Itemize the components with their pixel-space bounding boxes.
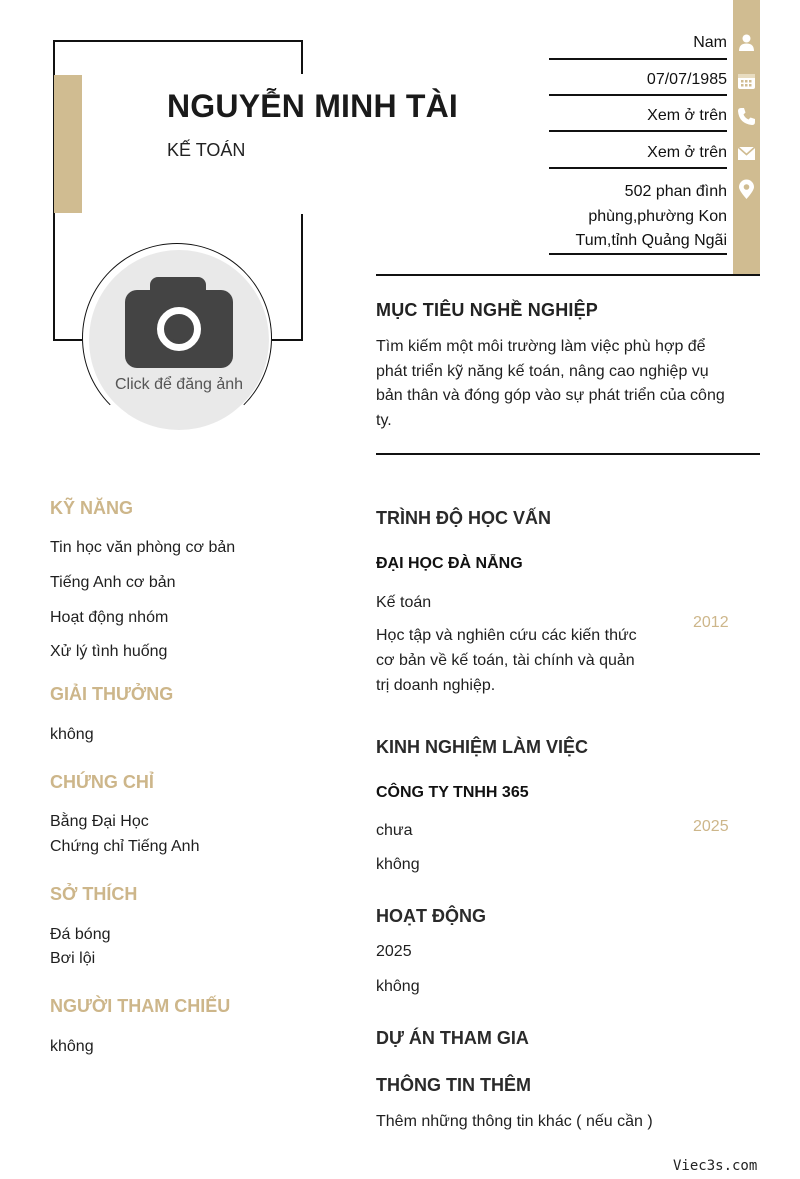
skills-heading[interactable]: KỸ NĂNG: [50, 498, 134, 518]
address-line: Tum,tỉnh Quảng Ngãi: [575, 232, 727, 249]
camera-lens-inner: [167, 317, 191, 341]
location-pin-icon: [736, 179, 757, 200]
experience-year[interactable]: 2025: [693, 818, 729, 835]
candidate-name[interactable]: NGUYỄN MINH TÀI: [167, 88, 458, 124]
certificates-heading[interactable]: CHỨNG CHỈ: [50, 772, 154, 792]
education-year[interactable]: 2012: [693, 614, 729, 631]
education-heading[interactable]: TRÌNH ĐỘ HỌC VẤN: [376, 508, 551, 528]
hobbies-heading[interactable]: SỞ THÍCH: [50, 884, 138, 904]
additional-info-text[interactable]: Thêm những thông tin khác ( nếu cần ): [376, 1113, 653, 1130]
skill-item[interactable]: Hoạt động nhóm: [50, 609, 169, 626]
education-school[interactable]: ĐẠI HỌC ĐÀ NẴNG: [376, 555, 523, 572]
objective-text[interactable]: [376, 335, 760, 433]
experience-company[interactable]: CÔNG TY TNHH 365: [376, 784, 529, 801]
phone-icon: [736, 106, 757, 127]
education-major[interactable]: Kế toán: [376, 594, 432, 611]
contact-birthdate[interactable]: 07/07/1985: [549, 71, 727, 96]
objective-line: phát triển kỹ năng kế toán, nâng cao nghiệp vụ: [376, 362, 709, 380]
divider: [376, 274, 760, 276]
divider: [376, 453, 760, 455]
accent-bar: [54, 75, 82, 213]
photo-upload-caption[interactable]: Click để đăng ảnh: [114, 376, 244, 393]
objective-line: bản thân và đóng góp vào sự phát triển của công: [376, 387, 725, 404]
additional-info-heading[interactable]: THÔNG TIN THÊM: [376, 1075, 531, 1095]
contact-phone[interactable]: Xem ở trên: [549, 107, 727, 132]
person-icon: [736, 32, 757, 53]
education-line: Học tập và nghiên cứu các kiến thức: [376, 627, 637, 644]
activities-heading[interactable]: HOẠT ĐỘNG: [376, 906, 486, 926]
award-item[interactable]: không: [50, 726, 94, 743]
activities-year[interactable]: 2025: [376, 943, 412, 960]
awards-heading[interactable]: GIẢI THƯỞNG: [50, 684, 174, 704]
projects-heading[interactable]: DỰ ÁN THAM GIA: [376, 1028, 529, 1048]
activities-description[interactable]: không: [376, 978, 420, 995]
job-title[interactable]: KẾ TOÁN: [167, 140, 246, 160]
education-line: trị doanh nghiệp.: [376, 677, 496, 694]
contact-email[interactable]: Xem ở trên: [549, 144, 727, 169]
experience-description[interactable]: không: [376, 856, 420, 873]
objective-heading[interactable]: MỤC TIÊU NGHỀ NGHIỆP: [376, 300, 599, 320]
certificate-item[interactable]: Chứng chỉ Tiếng Anh: [50, 838, 200, 855]
hobby-item[interactable]: Đá bóng: [50, 926, 111, 943]
skill-item[interactable]: Xử lý tình huống: [50, 643, 168, 660]
address-line: phùng,phường Kon: [588, 207, 727, 225]
objective-line: Tìm kiếm một môi trường làm việc phù hợp để: [376, 338, 706, 355]
address-line: 502 phan đình: [624, 183, 727, 200]
envelope-icon: [736, 143, 757, 164]
reference-item[interactable]: không: [50, 1038, 94, 1055]
hobby-item[interactable]: Bơi lội: [50, 950, 96, 967]
references-heading[interactable]: NGƯỜI THAM CHIẾU: [50, 996, 231, 1016]
footer-brand: Viec3s.com: [673, 1158, 758, 1174]
education-line: cơ bản về kế toán, tài chính và quản: [376, 652, 635, 669]
skill-item[interactable]: Tiếng Anh cơ bản: [50, 574, 176, 591]
calendar-icon: [736, 70, 757, 91]
skill-item[interactable]: Tin học văn phòng cơ bản: [50, 539, 236, 556]
experience-position[interactable]: chưa: [376, 822, 413, 839]
contact-address[interactable]: [549, 180, 727, 255]
education-description[interactable]: [376, 623, 676, 698]
objective-line: ty.: [376, 411, 392, 429]
experience-heading[interactable]: KINH NGHIỆM LÀM VIỆC: [376, 737, 589, 757]
contact-gender[interactable]: Nam: [549, 34, 727, 60]
certificate-item[interactable]: Bằng Đại Học: [50, 813, 149, 830]
